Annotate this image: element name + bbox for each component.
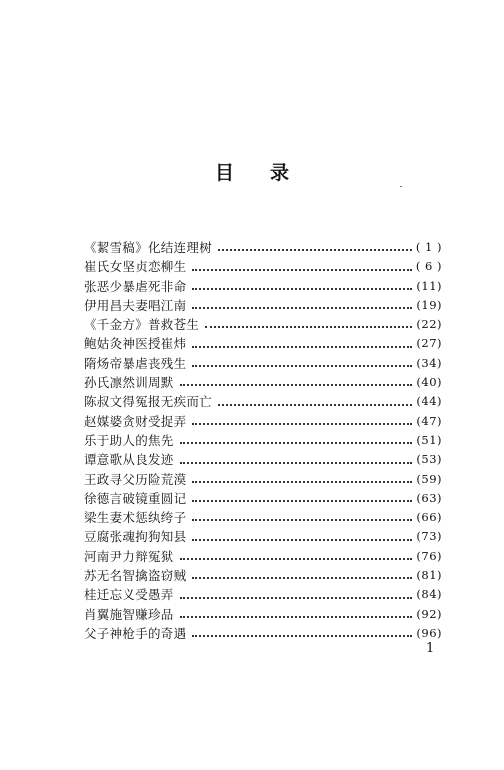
- toc-entry: [84, 585, 442, 604]
- toc-entry: [84, 315, 442, 334]
- toc-entry: [84, 470, 442, 489]
- table-of-contents: [84, 238, 442, 643]
- toc-entry-title: 孙氏凛然训周默: [84, 375, 174, 391]
- toc-entry-page: (63): [416, 490, 442, 505]
- page-number: 1: [426, 641, 435, 656]
- toc-entry-title: 梁生妻术惩纨绔子: [84, 510, 187, 526]
- toc-leader-dots: [192, 634, 412, 637]
- toc-entry-title: 父子神枪手的奇遇: [84, 625, 187, 641]
- toc-entry-title: 赵媒婆贪财受捉弄: [84, 413, 187, 429]
- toc-leader-dots: [192, 364, 412, 367]
- toc-leader-dots: [218, 248, 412, 251]
- toc-entry: [84, 373, 442, 392]
- toc-leader-dots: [180, 383, 413, 386]
- toc-entry-title: 王政寻父历险荒漠: [84, 471, 187, 487]
- toc-entry: [84, 257, 442, 276]
- toc-entry-page: (19): [416, 297, 442, 312]
- toc-entry-title: 《絜雪稿》化结连理树: [84, 240, 213, 255]
- toc-entry-page: (59): [416, 471, 442, 486]
- toc-entry: [84, 354, 442, 373]
- toc-leader-dots: [192, 576, 412, 579]
- toc-entry-title: 乐于助人的焦先: [84, 432, 174, 448]
- toc-entry: [84, 277, 442, 296]
- toc-entry-title: 肖翼施智赚珍品: [84, 606, 174, 622]
- toc-entry: [84, 296, 442, 315]
- toc-entry: [84, 392, 442, 411]
- toc-leader-dots: [180, 557, 413, 560]
- toc-leader-dots: [180, 615, 413, 618]
- toc-leader-dots: [192, 422, 412, 425]
- toc-entry-page: (96): [416, 625, 442, 640]
- toc-entry-page: (81): [416, 568, 442, 583]
- toc-entry: [84, 431, 442, 450]
- toc-entry-page: (40): [416, 375, 442, 390]
- toc-entry: [84, 527, 442, 546]
- toc-leader-dots: [180, 441, 413, 444]
- toc-entry-page: (34): [416, 355, 442, 370]
- toc-entry-page: (11): [416, 278, 442, 293]
- toc-entry-page: (76): [416, 548, 442, 563]
- toc-entry: [84, 605, 442, 624]
- toc-leader-dots: [218, 403, 412, 406]
- toc-leader-dots: [180, 596, 413, 599]
- toc-entry-page: (84): [416, 587, 442, 602]
- toc-leader-dots: [205, 325, 412, 328]
- toc-leader-dots: [192, 268, 411, 271]
- toc-entry-page: (66): [416, 510, 442, 525]
- toc-leader-dots: [192, 345, 412, 348]
- title-char-2: 录: [270, 162, 290, 184]
- toc-entry: [84, 450, 442, 469]
- toc-entry: [84, 547, 442, 566]
- toc-entry-page: (27): [416, 336, 442, 351]
- toc-entry: [84, 566, 442, 585]
- toc-entry-title: 苏无名智擒盗窃贼: [84, 568, 187, 584]
- toc-entry-page: (44): [416, 394, 442, 409]
- toc-entry-title: 张恶少暴虐死非命: [84, 278, 187, 294]
- toc-entry-title: 隋炀帝暴虐丧残生: [84, 355, 187, 371]
- toc-leader-dots: [192, 480, 412, 483]
- toc-leader-dots: [192, 538, 412, 541]
- toc-entry-page: (73): [416, 529, 442, 544]
- title-char-1: 目: [214, 162, 234, 184]
- toc-entry-page: (51): [416, 432, 442, 447]
- toc-leader-dots: [192, 306, 412, 309]
- toc-entry-title: 陈叔文得冤报无疾而亡: [84, 394, 213, 410]
- toc-entry-title: 徐德言破镜重圆记: [84, 490, 187, 506]
- toc-entry-title: 鲍姑灸神医授崔炜: [84, 336, 187, 352]
- toc-entry: [84, 489, 442, 508]
- toc-leader-dots: [192, 518, 412, 521]
- toc-entry-title: 豆腐张魂拘狗知县: [84, 529, 187, 545]
- toc-entry-title: 《千金方》普救苍生: [84, 317, 200, 333]
- toc-entry-title: 桂迁忘义受愚弄: [84, 587, 174, 603]
- toc-entry-page: (53): [416, 452, 442, 467]
- toc-entry: [84, 238, 442, 257]
- toc-entry: [84, 624, 442, 643]
- toc-entry-page: (92): [416, 606, 442, 621]
- toc-entry-page: (47): [416, 413, 442, 428]
- toc-entry-title: 河南尹力辩冤狱: [84, 548, 174, 564]
- toc-entry-title: 崔氏女坚贞恋柳生: [84, 259, 187, 275]
- print-speck: [400, 186, 402, 187]
- toc-entry-page: (22): [416, 317, 442, 332]
- toc-entry-title: 谭意歌从良发迹: [84, 452, 174, 468]
- toc-entry: [84, 508, 442, 527]
- toc-leader-dots: [180, 461, 413, 464]
- toc-leader-dots: [192, 287, 412, 290]
- toc-entry: [84, 334, 442, 353]
- toc-entry-page: ( 1 ): [415, 240, 442, 254]
- toc-entry-page: ( 6 ): [415, 259, 442, 274]
- toc-leader-dots: [192, 499, 412, 502]
- toc-entry: [84, 412, 442, 431]
- toc-entry-title: 伊用昌夫妻唱江南: [84, 297, 187, 313]
- page-title: [0, 158, 504, 185]
